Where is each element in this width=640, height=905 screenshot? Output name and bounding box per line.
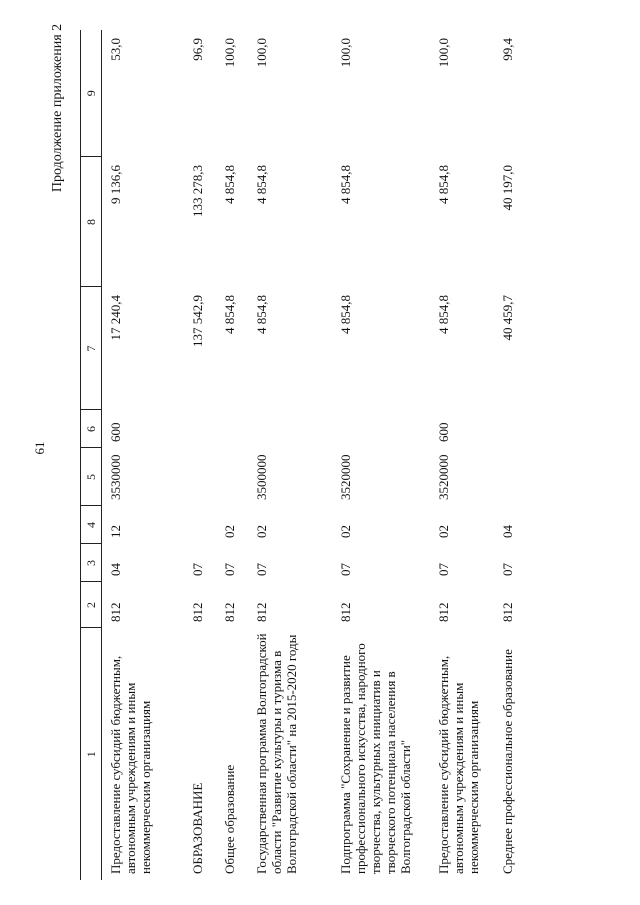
- cell-target-article: 3500000: [254, 454, 269, 500]
- cell-percent: 100,0: [254, 38, 269, 68]
- cell-ministry-code: 812: [436, 602, 451, 622]
- column-number: 2: [81, 582, 102, 628]
- cell-section: 07: [500, 563, 515, 576]
- cell-section: 07: [436, 563, 451, 576]
- continuation-label: Продолжение приложения 2: [50, 23, 65, 193]
- row-name: Предоставление субсидий бюджетным, автономным учреждениям и иным некоммерческим организациям: [436, 655, 481, 874]
- table-row: [184, 30, 216, 880]
- cell-target-article: [216, 448, 248, 506]
- cell-planned: 40 459,7: [500, 295, 515, 341]
- cell-subsection: [184, 506, 216, 544]
- cell-expense-type: [494, 410, 526, 448]
- cell-percent: 53,0: [108, 38, 123, 61]
- row-name: ОБРАЗОВАНИЕ: [190, 782, 205, 874]
- cell-executed: 9 136,6: [108, 165, 123, 204]
- cell-subsection: 12: [108, 525, 123, 538]
- cell-expense-type: [216, 410, 248, 448]
- cell-target-article: 3520000: [436, 454, 451, 500]
- cell-planned: 4 854,8: [338, 295, 353, 334]
- row-name: Предоставление субсидий бюджетным, автономным учреждениям и иным некоммерческим организациям: [108, 655, 153, 874]
- cell-planned: 17 240,4: [108, 295, 123, 341]
- page-number: 61: [32, 441, 47, 455]
- cell-subsection: 02: [436, 525, 451, 538]
- row-name: Общее образование: [222, 764, 237, 874]
- column-number: 4: [81, 506, 102, 544]
- cell-percent: 100,0: [222, 38, 237, 68]
- column-number: 8: [81, 157, 102, 287]
- cell-ministry-code: 812: [108, 602, 123, 622]
- table-row: [102, 30, 185, 880]
- row-name: Среднее профессиональное образование: [500, 649, 515, 874]
- table-row: [430, 30, 494, 880]
- cell-section: 07: [338, 563, 353, 576]
- cell-ministry-code: 812: [222, 602, 237, 622]
- cell-ministry-code: 812: [190, 602, 205, 622]
- cell-planned: 4 854,8: [436, 295, 451, 334]
- cell-expense-type: [248, 410, 332, 448]
- cell-executed: 4 854,8: [254, 165, 269, 204]
- cell-target-article: 3520000: [338, 454, 353, 500]
- cell-planned: 137 542,9: [190, 295, 205, 347]
- budget-table: [80, 30, 526, 880]
- column-number: 5: [81, 448, 102, 506]
- cell-section: 04: [108, 563, 123, 576]
- column-number: 9: [81, 30, 102, 157]
- cell-section: 07: [254, 563, 269, 576]
- cell-ministry-code: 812: [338, 602, 353, 622]
- cell-ministry-code: 812: [500, 602, 515, 622]
- cell-percent: 99,4: [500, 38, 515, 61]
- row-name: Подпрограмма "Сохранение и развитие профессионального искусства, народного творчества, культурных инициатив и творческого потенциала населения в Волгоградской области": [338, 643, 413, 874]
- cell-expense-type: 600: [108, 422, 123, 442]
- column-number-row: [81, 30, 102, 880]
- cell-expense-type: 600: [436, 422, 451, 442]
- cell-planned: 4 854,8: [254, 295, 269, 334]
- cell-subsection: 02: [222, 525, 237, 538]
- cell-expense-type: [332, 410, 430, 448]
- cell-executed: 4 854,8: [338, 165, 353, 204]
- cell-percent: 100,0: [338, 38, 353, 68]
- cell-percent: 96,9: [190, 38, 205, 61]
- cell-subsection: 04: [500, 525, 515, 538]
- column-number: 3: [81, 544, 102, 582]
- column-number: 7: [81, 287, 102, 410]
- cell-executed: 133 278,3: [190, 165, 205, 217]
- cell-target-article: 3530000: [108, 454, 123, 500]
- cell-executed: 40 197,0: [500, 165, 515, 211]
- cell-subsection: 02: [254, 525, 269, 538]
- table-row: [216, 30, 248, 880]
- cell-expense-type: [184, 410, 216, 448]
- column-number: 6: [81, 410, 102, 448]
- table-row: [494, 30, 526, 880]
- cell-subsection: 02: [338, 525, 353, 538]
- column-number: 1: [81, 628, 102, 880]
- cell-planned: 4 854,8: [222, 295, 237, 334]
- cell-target-article: [184, 448, 216, 506]
- cell-section: 07: [190, 563, 205, 576]
- row-name: Государственная программа Волгоградской области "Развитие культуры и туризма в Волгоградской области" на 2015-2020 годы: [254, 633, 299, 874]
- cell-ministry-code: 812: [254, 602, 269, 622]
- cell-executed: 4 854,8: [436, 165, 451, 204]
- table-row: [332, 30, 430, 880]
- budget-table-container: [80, 30, 605, 880]
- cell-section: 07: [222, 563, 237, 576]
- cell-percent: 100,0: [436, 38, 451, 68]
- cell-executed: 4 854,8: [222, 165, 237, 204]
- cell-target-article: [494, 448, 526, 506]
- table-row: [248, 30, 332, 880]
